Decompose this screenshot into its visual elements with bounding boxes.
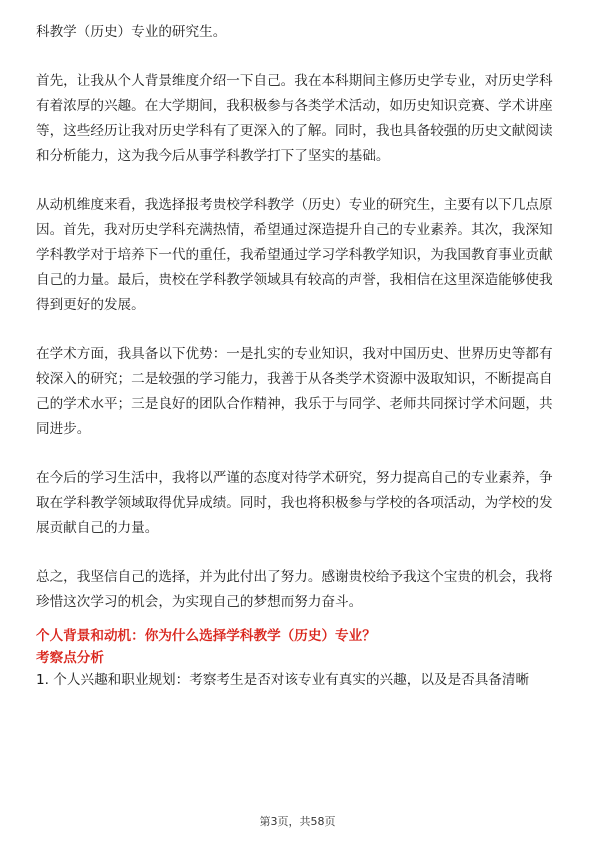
paragraph-intro-tail: 科教学（历史）专业的研究生。 (36, 24, 227, 40)
analysis-item-1: 1. 个人兴趣和职业规划：考察考生是否对该专业有真实的兴趣，以及是否具备清晰 (36, 672, 530, 688)
paragraph-background: 首先，让我从个人背景维度介绍一下自己。我在本科期间主修历史学专业，对历史学科有着浓厚的兴趣。在大学期间，我积极参与各类学术活动，如历史知识竞赛、学术讲座等，这些经历让我对历史学科有了更深入的了解。同时，我也具备较强的历史文献阅读和分析能力，这为我今后从事学科教学打下了坚实的基础。 (36, 73, 553, 164)
page-footer: 第3页，共58页 (259, 815, 336, 828)
analysis-heading: 考察点分析 (36, 650, 104, 666)
document-body (36, 20, 561, 691)
paragraph-future: 在今后的学习生活中，我将以严谨的态度对待学术研究，努力提高自己的专业素养，争取在学科教学领域取得优异成绩。同时，我也将积极参与学校的各项活动，为学校的发展贡献自己的力量。 (36, 470, 553, 536)
paragraph-motivation: 从动机维度来看，我选择报考贵校学科教学（历史）专业的研究生，主要有以下几点原因。首先，我对历史学科充满热情，希望通过深造提升自己的专业素养。其次，我深知学科教学对于培养下一代的重任，我希望通过学习学科教学知识，为我国教育事业贡献自己的力量。最后，贵校在学科教学领域具有较高的声誉，我相信在这里深造能够使我得到更好的发展。 (36, 197, 553, 313)
paragraph-conclusion: 总之，我坚信自己的选择，并为此付出了努力。感谢贵校给予我这个宝贵的机会，我将珍惜这次学习的机会，为实现自己的梦想而努力奋斗。 (36, 569, 553, 610)
paragraph-academic: 在学术方面，我具备以下优势：一是扎实的专业知识，我对中国历史、世界历史等都有较深入的研究；二是较强的学习能力，我善于从各类学术资源中汲取知识，不断提高自己的学术水平；三是良好的团队合作精神，我乐于与同学、老师共同探讨学术问题，共同进步。 (36, 346, 553, 437)
question-heading: 个人背景和动机：你为什么选择学科教学（历史）专业？ (36, 628, 376, 644)
